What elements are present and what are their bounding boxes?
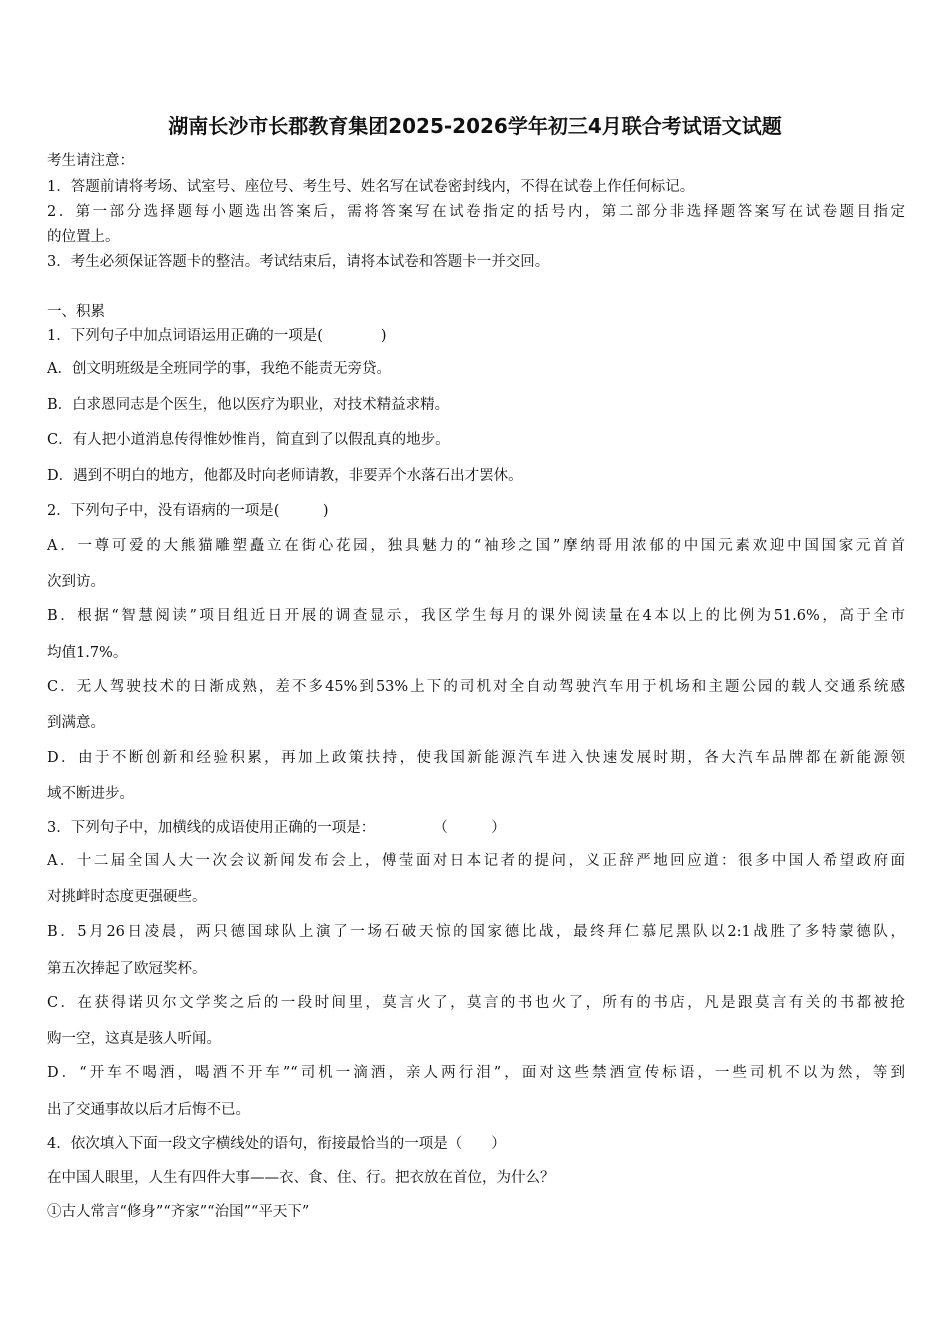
question-4-passage: 在中国人眼里，人生有四件大事——衣、食、住、行。把衣放在首位，为什么？ (47, 1170, 555, 1186)
question-3-option-c: C．在获得诺贝尔文学奖之后的一段时间里，莫言火了，莫言的书也火了，所有的书店，凡是跟莫言有关的书都被抢 (47, 995, 905, 1011)
question-3-option-a-cont: 对挑衅时态度更强硬些。 (47, 889, 207, 905)
question-1-option-d: D．遇到不明白的地方，他都及时向老师请教，非要弄个水落石出才罢休。 (47, 468, 523, 484)
question-4-sentence-1: ①古人常言“修身”“齐家”“治国”“平天下” (47, 1204, 310, 1220)
question-2-option-d-cont: 域不断进步。 (47, 786, 134, 802)
question-3-option-d: D．“开车不喝酒，喝酒不开车”“司机一滴酒，亲人两行泪”，面对这些禁酒宣传标语，一些司机不以为然，等到 (47, 1065, 905, 1081)
question-1-option-c: C．有人把小道消息传得惟妙惟肖，简直到了以假乱真的地步。 (47, 432, 450, 448)
section-heading: 一、积累 (47, 304, 105, 320)
question-3-option-c-cont: 购一空，这真是骇人听闻。 (47, 1031, 221, 1047)
question-3-stem: 3．下列句子中，加横线的成语使用正确的一项是： （ ） (47, 820, 506, 836)
notice-item: 的位置上。 (47, 229, 120, 245)
question-2-option-a: A．一尊可爱的大熊猫雕塑矗立在街心花园，独具魅力的“袖珍之国”摩纳哥用浓郁的中国元素欢迎中国国家元首首 (47, 538, 905, 554)
question-1-stem: 1．下列句子中加点词语运用正确的一项是( ) (47, 328, 387, 344)
question-2-option-c: C．无人驾驶技术的日渐成熟，差不多45%到53%上下的司机对全自动驾驶汽车用于机场和主题公园的载人交通系统感 (47, 679, 905, 695)
question-1-option-a: A．创文明班级是全班同学的事，我绝不能责无旁贷。 (47, 361, 391, 377)
notice-item: 2．第一部分选择题每小题选出答案后，需将答案写在试卷指定的括号内，第二部分非选择题答案写在试卷题目指定 (47, 204, 905, 220)
question-2-option-d: D．由于不断创新和经验积累，再加上政策扶持，使我国新能源汽车进入快速发展时期，各大汽车品牌都在新能源领 (47, 750, 905, 766)
question-1-option-b: B．白求恩同志是个医生，他以医疗为职业，对技术精益求精。 (47, 397, 450, 413)
notice-heading: 考生请注意： (47, 153, 134, 169)
question-3-option-b-cont: 第五次捧起了欧冠奖杯。 (47, 961, 207, 977)
page-title: 湖南长沙市长郡教育集团2025-2026学年初三4月联合考试语文试题 (168, 114, 782, 138)
question-2-option-a-cont: 次到访。 (47, 574, 105, 590)
question-3-option-b: B．5月26日凌晨，两只德国球队上演了一场石破天惊的国家德比战，最终拜仁慕尼黑队以2:1战胜了多特蒙德队， (47, 924, 905, 940)
notice-item: 1．答题前请将考场、试室号、座位号、考生号、姓名写在试卷密封线内，不得在试卷上作任何标记。 (47, 179, 695, 195)
question-2-option-b-cont: 均值1.7%。 (47, 645, 128, 661)
question-2-option-c-cont: 到满意。 (47, 715, 105, 731)
question-3-option-a: A．十二届全国人大一次会议新闻发布会上，傅莹面对日本记者的提问，义正辞严地回应道：很多中国人希望政府面 (47, 853, 905, 869)
question-2-option-b: B．根据“智慧阅读”项目组近日开展的调查显示，我区学生每月的课外阅读量在4本以上的比例为51.6%，高于全市 (47, 608, 905, 624)
question-4-stem: 4．依次填入下面一段文字横线处的语句，衔接最恰当的一项是（ ） (47, 1136, 506, 1152)
notice-item: 3．考生必须保证答题卡的整洁。考试结束后，请将本试卷和答题卡一并交回。 (47, 254, 550, 270)
question-2-stem: 2．下列句子中，没有语病的一项是( ) (47, 503, 329, 519)
question-3-option-d-cont: 出了交通事故以后才后悔不已。 (47, 1102, 250, 1118)
